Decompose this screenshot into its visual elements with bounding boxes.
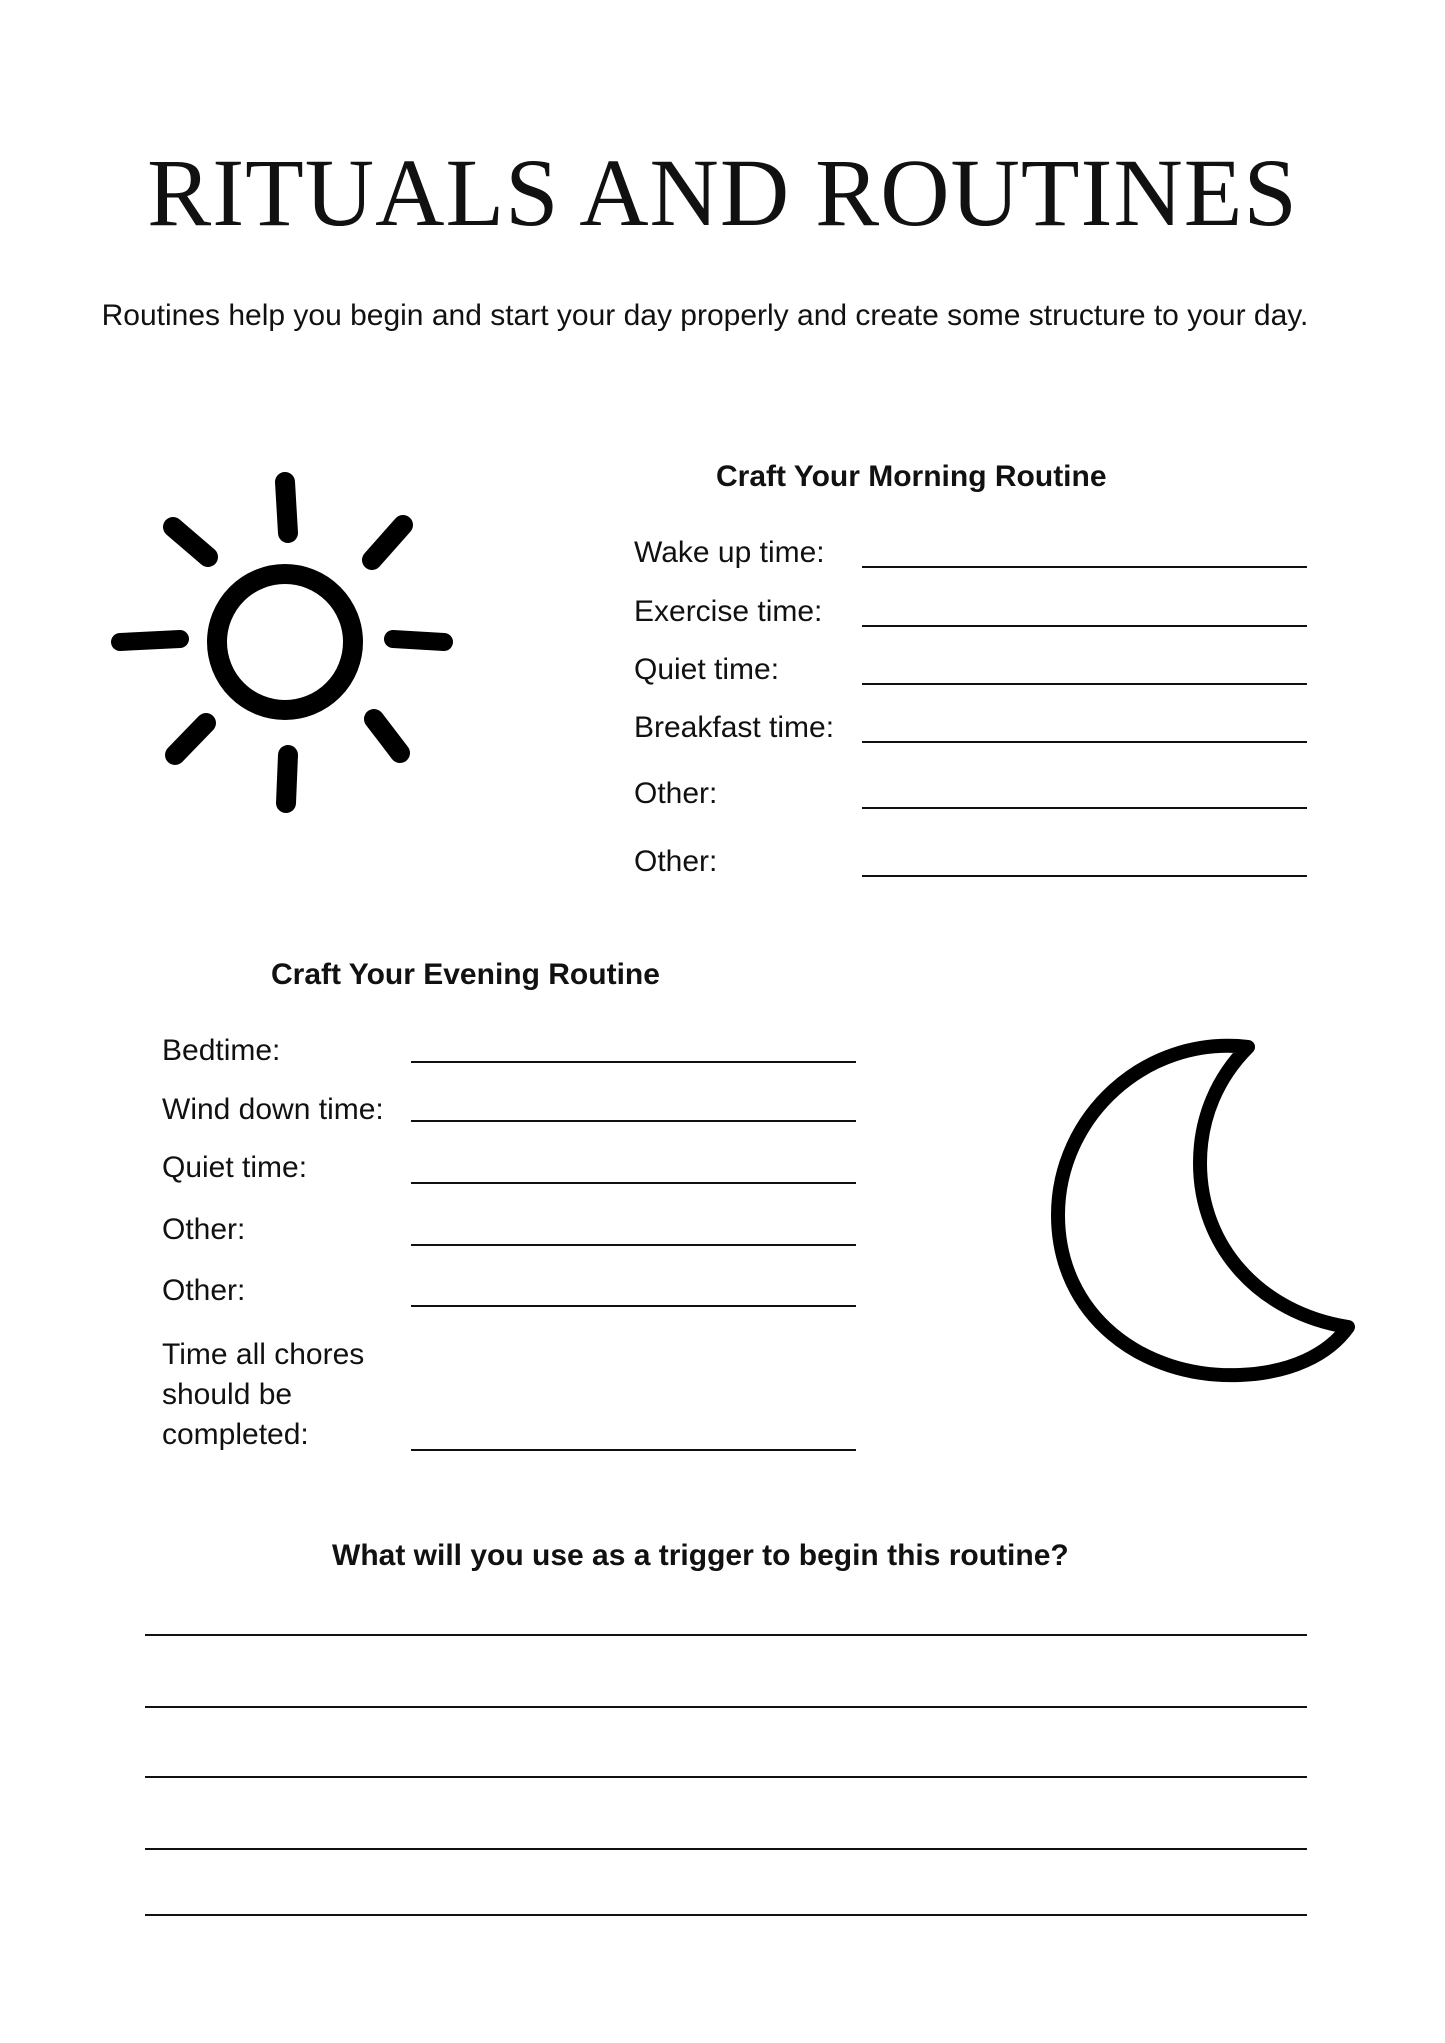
trigger-answer-line-5[interactable]	[145, 1914, 1307, 1916]
morning-line-other-1[interactable]	[862, 807, 1307, 809]
morning-line-wake-up[interactable]	[862, 566, 1307, 568]
morning-label-wake-up: Wake up time:	[634, 536, 825, 569]
morning-label-breakfast: Breakfast time:	[634, 711, 835, 744]
morning-line-breakfast[interactable]	[862, 741, 1307, 743]
trigger-answer-line-1[interactable]	[145, 1634, 1307, 1636]
morning-label-other-1: Other:	[634, 777, 718, 810]
trigger-answer-line-2[interactable]	[145, 1706, 1307, 1708]
evening-label-quiet: Quiet time:	[162, 1151, 308, 1184]
evening-label-wind-down: Wind down time:	[162, 1093, 384, 1126]
evening-label-other-1: Other:	[162, 1213, 246, 1246]
morning-line-quiet[interactable]	[862, 683, 1307, 685]
trigger-answer-line-3[interactable]	[145, 1776, 1307, 1778]
evening-label-chores: Time all chores should be completed:	[162, 1338, 365, 1451]
moon-icon	[1050, 1035, 1360, 1385]
intro-text: Routines help you begin and start your day properly and create some structure to your day.	[101, 299, 1309, 332]
morning-heading: Craft Your Morning Routine	[716, 460, 1107, 493]
morning-label-other-2: Other:	[634, 845, 718, 878]
evening-line-wind-down[interactable]	[411, 1120, 856, 1122]
evening-line-other-2[interactable]	[411, 1305, 856, 1307]
morning-line-other-2[interactable]	[862, 875, 1307, 877]
evening-line-quiet[interactable]	[411, 1182, 856, 1184]
morning-label-exercise: Exercise time:	[634, 595, 823, 628]
trigger-question: What will you use as a trigger to begin this routine?	[332, 1539, 1069, 1572]
evening-label-bedtime: Bedtime:	[162, 1034, 281, 1067]
morning-line-exercise[interactable]	[862, 625, 1307, 627]
page-title: RITUALS AND ROUTINES	[147, 139, 1298, 246]
evening-heading: Craft Your Evening Routine	[271, 958, 660, 991]
evening-line-other-1[interactable]	[411, 1244, 856, 1246]
morning-label-quiet: Quiet time:	[634, 653, 780, 686]
evening-line-chores[interactable]	[411, 1449, 856, 1451]
trigger-answer-line-4[interactable]	[145, 1848, 1307, 1850]
evening-line-bedtime[interactable]	[411, 1061, 856, 1063]
sun-icon	[110, 465, 460, 815]
evening-label-other-2: Other:	[162, 1274, 246, 1307]
